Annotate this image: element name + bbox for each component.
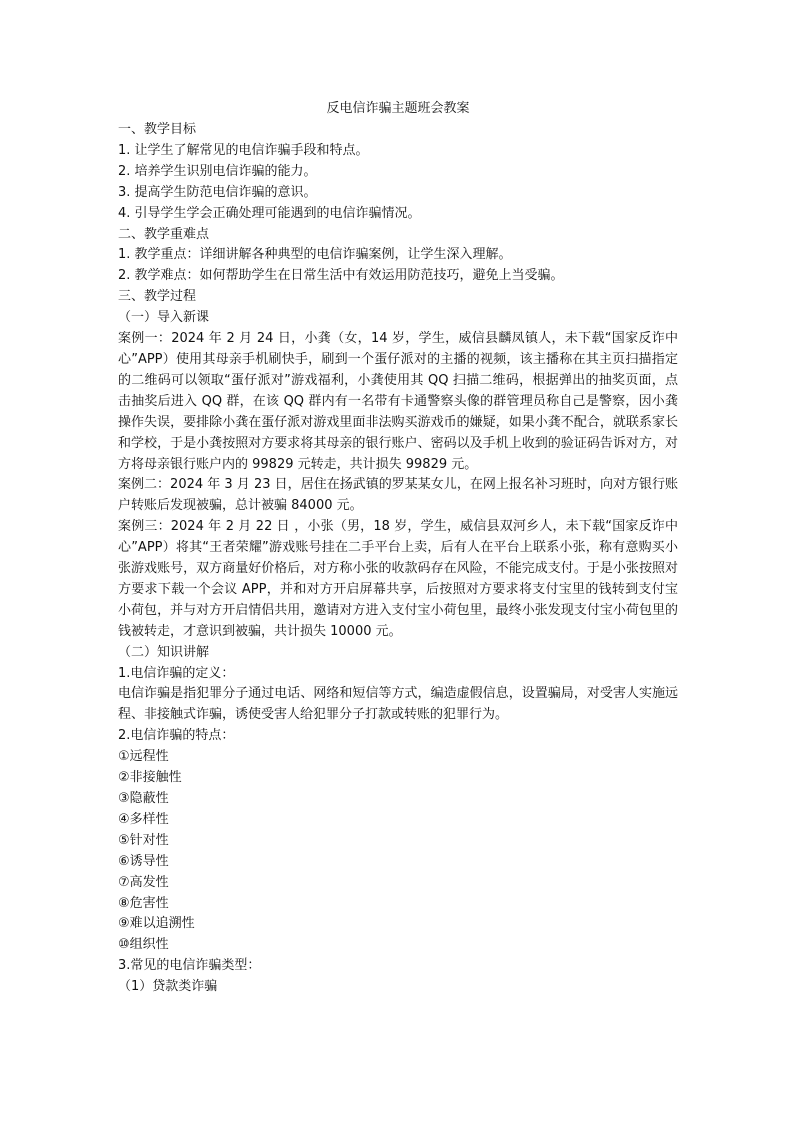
feature-item: ③隐蔽性	[118, 791, 169, 806]
feature-item: ⑤针对性	[118, 832, 169, 848]
subsection-heading-intro: （一）导入新课	[118, 310, 210, 326]
feature-item: ⑧危害性	[118, 895, 169, 911]
goal-item: 2. 培养学生识别电信诈骗的能力。	[118, 163, 317, 179]
keypoint-item: 2. 教学难点：如何帮助学生在日常生活中有效运用防范技巧，避免上当受骗。	[118, 268, 564, 284]
types-heading: 3.常见的电信诈骗类型：	[118, 958, 261, 974]
feature-item: ⑦高发性	[118, 874, 169, 890]
feature-item: ⑨难以追溯性	[118, 916, 195, 932]
feature-item: ①远程性	[118, 749, 169, 765]
goal-item: 4. 引导学生学会正确处理可能遇到的电信诈骗情况。	[118, 205, 421, 221]
feature-item: ⑩组织性	[118, 937, 169, 953]
definition-text: 电信诈骗是指犯罪分子通过电话、网络和短信等方式，编造虚假信息，设置骗局，对受害人实施远程、非接触式诈骗，诱使受害人给犯罪分子打款或转账的犯罪行为。	[118, 686, 678, 723]
section-heading-process: 三、教学过程	[118, 289, 197, 305]
goal-item: 1. 让学生了解常见的电信诈骗手段和特点。	[118, 142, 369, 158]
section-heading-goals: 一、教学目标	[118, 122, 197, 137]
subsection-heading-knowledge: （二）知识讲解	[118, 644, 210, 660]
feature-item: ④多样性	[118, 811, 169, 827]
feature-item: ②非接触性	[118, 770, 182, 786]
document-page	[118, 99, 678, 998]
case-paragraph-3: 案例三：2024 年 2 月 22 日 ，小张（男，18 岁，学生，威信县双河乡人，未下载“国家反诈中心”APP）将其“王者荣耀”游戏账号挂在二手平台上卖，后有人在平台上联系小张，称有意购买小张游戏账号，双方商量好价格后，对方称小张的收款码存在风险，不能完成支付。于是小张按照对方要求下载一个会议 APP，并和对方开启屏幕共享，后按照对方要求将支付宝里的钱转到支付宝小荷包，并与对方开启情侣共用，邀请对方进入支付宝小荷包里，最终小张发现支付宝小荷包里的钱被转走，才意识到被骗，共计损失 10000 元。	[118, 519, 678, 639]
case-paragraph-2: 案例二：2024 年 3 月 23 日，居住在扬武镇的罗某某女儿，在网上报名补习班时，向对方银行账户转账后发现被骗，总计被骗 84000 元。	[118, 477, 678, 514]
type-item: （1）贷款类诈骗	[118, 979, 218, 995]
case-paragraph-1: 案例一：2024 年 2 月 24 日，小龚（女，14 岁，学生，威信县麟凤镇人，未下载“国家反诈中心”APP）使用其母亲手机刷快手，刷到一个蛋仔派对的主播的视频，该主播称在其主页扫描指定的二维码可以领取“蛋仔派对”游戏福利，小龚使用其 QQ 扫描二维码，根据弹出的抽奖页面，点击抽奖后进入 QQ 群，在该 QQ 群内有一名带有卡通警察头像的群管理员称自己是警察，因小龚操作失误，要排除小龚在蛋仔派对游戏里面非法购买游戏币的嫌疑，如果小龚不配合，就联系家长和学校，于是小龚按照对方要求将其母亲的银行账户、密码以及手机上收到的验证码告诉对方，对方将母亲银行账户内的 99829 元转走，共计损失 99829 元。	[118, 331, 678, 472]
features-heading: 2.电信诈骗的特点：	[118, 728, 235, 744]
section-heading-keypoints: 二、教学重难点	[118, 226, 210, 242]
definition-heading: 1.电信诈骗的定义：	[118, 665, 235, 681]
document-title: 反电信诈骗主题班会教案	[326, 101, 470, 116]
feature-item: ⑥诱导性	[118, 853, 169, 869]
goal-item: 3. 提高学生防范电信诈骗的意识。	[118, 184, 317, 200]
keypoint-item: 1. 教学重点：详细讲解各种典型的电信诈骗案例，让学生深入理解。	[118, 247, 512, 263]
